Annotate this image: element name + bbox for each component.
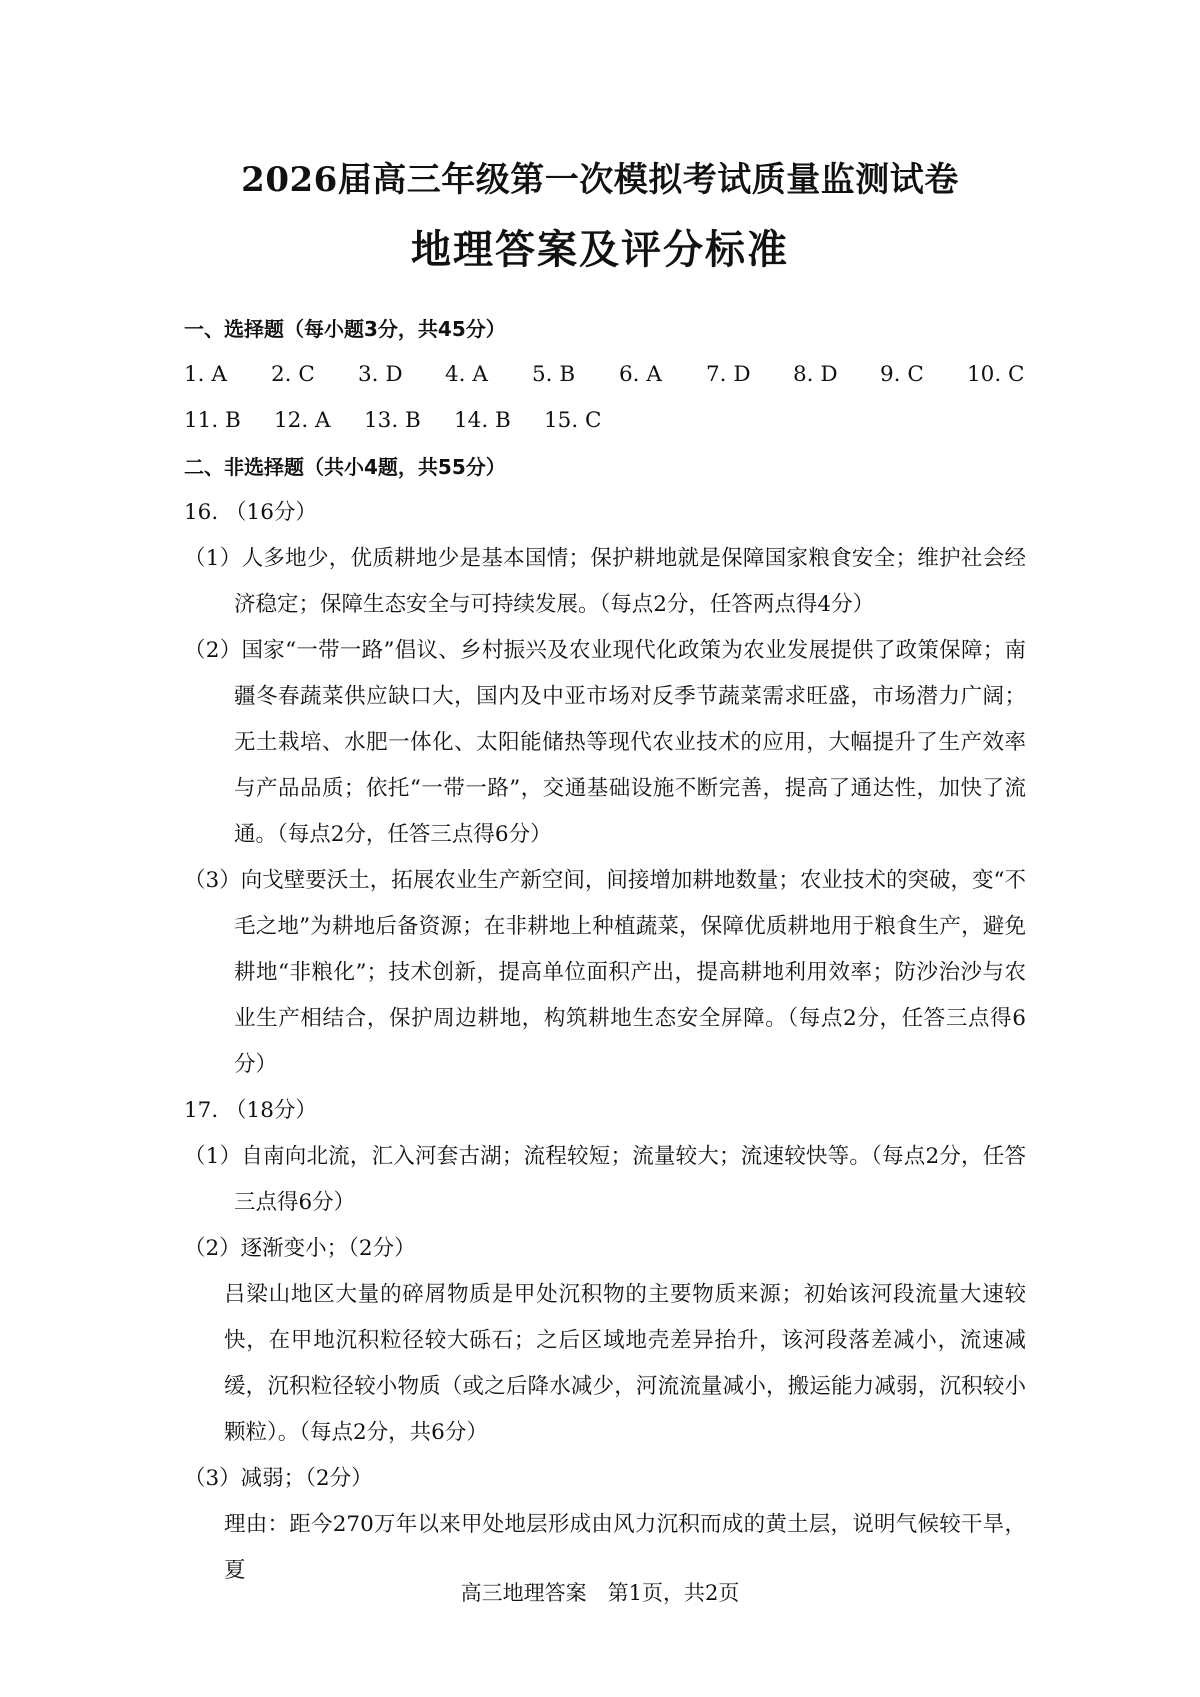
answer-item: 14. B	[454, 408, 511, 433]
answer-content	[184, 306, 1026, 1594]
question-16-part-2: （2）国家“一带一路”倡议、乡村振兴及农业现代化政策为农业发展提供了政策保障；南疆冬春蔬菜供应缺口大，国内及中亚市场对反季节蔬菜需求旺盛，市场潜力广阔；无土栽培、水肥一体化、太阳能储热等现代农业技术的应用，大幅提升了生产效率与产品品质；依托“一带一路”，交通基础设施不断完善，提高了通达性，加快了流通。（每点2分，任答三点得6分）	[184, 638, 1026, 847]
question-16-header: 16. （16分）	[184, 500, 317, 525]
question-16-part-1: （1）人多地少，优质耕地少是基本国情；保护耕地就是保障国家粮食安全；维护社会经济稳定；保障生态安全与可持续发展。（每点2分，任答两点得4分）	[184, 546, 1026, 617]
answer-item: 13. B	[364, 408, 421, 433]
answer-item: 10. C	[967, 362, 1025, 387]
answer-item: 3. D	[358, 362, 403, 387]
question-17-part-3-label: （3）减弱；（2分）	[184, 1466, 373, 1491]
answer-item: 15. C	[544, 408, 602, 433]
answer-item: 2. C	[271, 362, 315, 387]
page-footer: 高三地理答案 第1页，共2页	[460, 1581, 740, 1605]
answer-item: 1. A	[184, 362, 227, 387]
answer-item: 6. A	[619, 362, 662, 387]
choice-answers-row-2	[184, 398, 1026, 444]
question-17-part-2-label: （2）逐渐变小；（2分）	[184, 1236, 416, 1261]
section-multiple-choice-heading: 一、选择题（每小题3分，共45分）	[184, 317, 506, 341]
answer-item: 7. D	[706, 362, 751, 387]
choice-answers-row-1	[184, 352, 1026, 398]
question-17-part-2-body: 吕梁山地区大量的碎屑物质是甲处沉积物的主要物质来源；初始该河段流量大速较快，在甲地沉积粒径较大砾石；之后区域地壳差异抬升，该河段落差减小，流速减缓，沉积粒径较小物质（或之后降水减少，河流流量减小，搬运能力减弱，沉积较小颗粒）。（每点2分，共6分）	[224, 1282, 1026, 1445]
answer-item: 5. B	[532, 362, 576, 387]
answer-item: 9. C	[880, 362, 924, 387]
answer-item: 4. A	[445, 362, 488, 387]
question-17-header: 17. （18分）	[184, 1098, 317, 1123]
question-17-part-1: （1）自南向北流，汇入河套古湖；流程较短；流量较大；流速较快等。（每点2分，任答三点得6分）	[184, 1144, 1026, 1215]
section-non-choice-heading: 二、非选择题（共小4题，共55分）	[184, 455, 506, 479]
exam-title: 2026届高三年级第一次模拟考试质量监测试卷	[241, 160, 959, 200]
answer-item: 8. D	[793, 362, 838, 387]
answer-title: 地理答案及评分标准	[411, 226, 789, 273]
answer-item: 12. A	[274, 408, 331, 433]
question-17-part-3-body: 理由：距今270万年以来甲处地层形成由风力沉积而成的黄土层，说明气候较干旱，夏	[224, 1512, 1026, 1583]
question-16-part-3: （3）向戈壁要沃土，拓展农业生产新空间，间接增加耕地数量；农业技术的突破，变“不毛之地”为耕地后备资源；在非耕地上种植蔬菜，保障优质耕地用于粮食生产，避免耕地“非粮化”；技术创新，提高单位面积产出，提高耕地利用效率；防沙治沙与农业生产相结合，保护周边耕地，构筑耕地生态安全屏障。（每点2分，任答三点得6分）	[184, 868, 1026, 1077]
answer-item: 11. B	[184, 408, 241, 433]
